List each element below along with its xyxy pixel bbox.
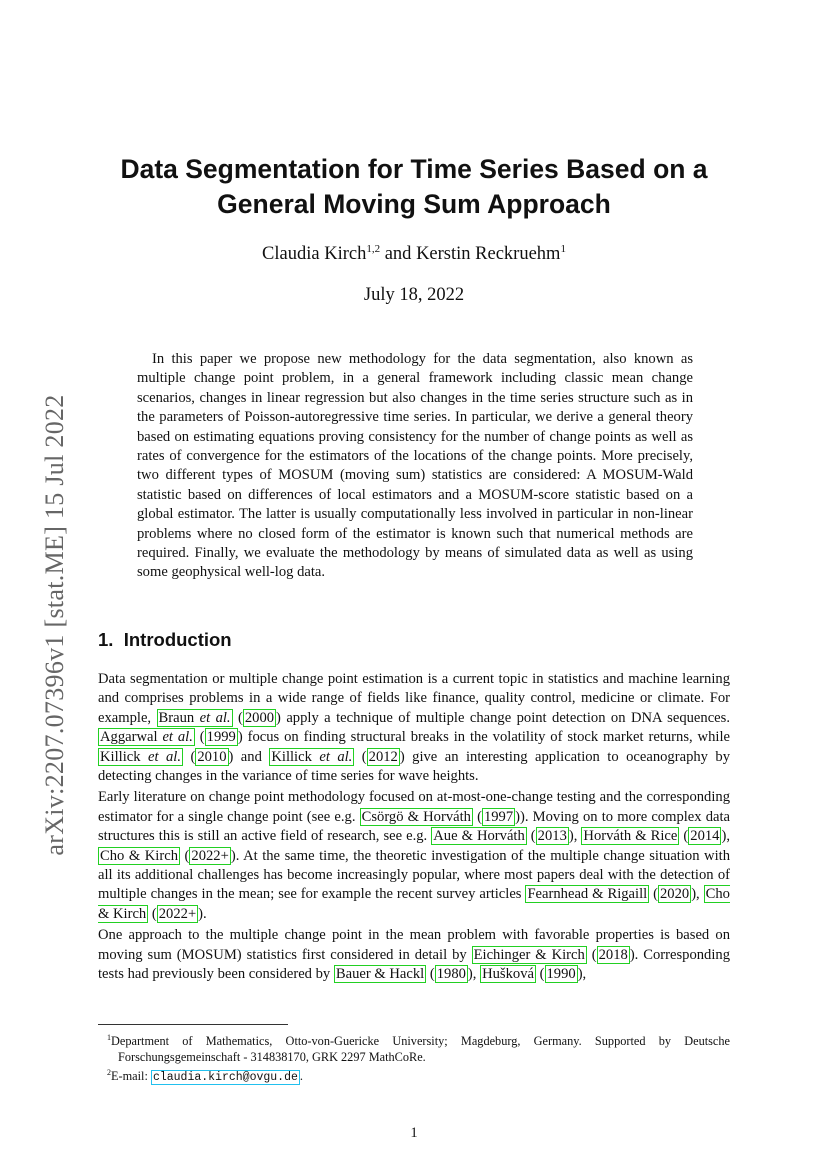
citation-link[interactable]: Fearnhead & Rigaill <box>527 886 648 903</box>
author-name: Kerstin Reckruehm <box>416 244 561 265</box>
author-name: Claudia Kirch <box>262 244 367 265</box>
paper-title <box>80 152 748 222</box>
footnote-text: Department of Mathematics, Otto-von-Guericke University; Magdeburg, Germany. Supported by Deutsche Forschungsgemeinschaft - 314838170, GRK 2297 MathCoRe. <box>111 1034 730 1064</box>
section-number: 1. <box>98 629 114 650</box>
citation-year-link[interactable]: 2014 <box>690 828 720 845</box>
footnote-divider <box>98 1024 288 1025</box>
citation-year-link[interactable]: 2018 <box>598 946 628 963</box>
email-link[interactable]: claudia.kirch@ovgu.de <box>152 1071 298 1085</box>
citation-link[interactable]: Killick et al. <box>100 748 181 765</box>
citation-year-link[interactable]: 1997 <box>483 808 514 825</box>
paragraph: Data segmentation or multiple change point estimation is a current topic in statistics and machine learning and comprises problems in a wide range of fields like finance, quality control, medicine or climate. For example, Braun et al. ( 2000 ) apply a technique of multiple change point detection on DNA sequences. Aggarwal et al. ( 1999 ) focus on finding structural breaks in the volatility of stock market returns, while Killick et al. ( 2010 ) and Killick et al. ( 2012 ) give an interesting application to oceanography by detecting changes in the variance of time series for wave heights. <box>98 671 731 785</box>
arxiv-identifier: arXiv:2207.07396v1 [stat.ME] 15 Jul 2022 <box>40 394 69 856</box>
citation-link[interactable]: Aggarwal et al. <box>100 729 193 746</box>
citation-link[interactable]: Killick et al. <box>271 748 353 765</box>
citation-link[interactable]: Eichinger & Kirch <box>473 946 585 963</box>
affiliation-mark: 1 <box>560 243 566 255</box>
citation-year-link[interactable]: 1990 <box>546 966 576 983</box>
citation-year-link[interactable]: 2020 <box>660 886 690 903</box>
citation-year-link[interactable]: 1999 <box>206 729 236 746</box>
citation-year-link[interactable]: 2013 <box>537 828 567 845</box>
footnotes <box>98 1030 730 1086</box>
section-title-text: Introduction <box>123 629 232 650</box>
citation-link[interactable]: Hušková <box>482 966 534 983</box>
abstract: In this paper we propose new methodology for the data segmentation, also known as multiple change point problem, in a general framework including classic mean change scenarios, changes in linear regression but also changes in the time series structure such as in the parameters of Poisson-autoregressive time series. In particular, we derive a general theory based on estimating equations proving consistency for the number of change points as well as rates of convergence for the estimators of the locations of the change points. More precisely, two different types of MOSUM (moving sum) statistics are considered: A MOSUM-Wald statistic based on differences of local estimators and a MOSUM-score statistic based on a global estimator. The latter is usually computationally less involved in particular in non-linear problems where no closed form of the estimator is known such that numerical methods are required. Finally, we evaluate the methodology by means of simulated data as well as using some geophysical well-log data. <box>137 351 693 581</box>
title-line-1: Data Segmentation for Time Series Based on a <box>120 154 708 184</box>
citation-link[interactable]: Horváth & Rice <box>583 828 678 845</box>
footnote: $^2$E-mail: claudia.kirch@ovgu.de . <box>107 1068 303 1085</box>
page-number: 1 <box>410 1125 418 1141</box>
citation-year-link[interactable]: 2012 <box>368 748 398 765</box>
introduction-body <box>98 670 730 987</box>
affiliation-mark: 1,2 <box>366 243 381 255</box>
citation-year-link[interactable]: 2022+ <box>158 905 197 922</box>
paragraph: Early literature on change point methodology focused on at-most-one-change testing and the corresponding estimator for a single change point (see e.g. Csörgö & Horváth ( 1997 )). Moving on to more complex data structures this is still an active field of research, see e.g. Aue & Horváth ( 2013 ), Horváth & Rice ( 2014 ), Cho & Kirch ( 2022+ ). At the same time, the theoretic investigation of the multiple change situation with all its additional challenges has become increasingly popular, where most papers deal with the detection of multiple changes in the mean; see for example the recent survey articles Fearnhead & Rigaill ( 2020 ), Cho & Kirch ( 2022+ ). <box>98 789 731 922</box>
paragraph: One approach to the multiple change point in the mean problem with favorable properties is based on moving sum (MOSUM) statistics first considered in detail by Eichinger & Kirch ( 2018 ). Corresponding tests had previously been considered by Bauer & Hackl ( 1980 ), Hušková ( 1990 ), <box>98 927 731 983</box>
citation-year-link[interactable]: 2000 <box>244 709 275 726</box>
citation-year-link[interactable]: 2010 <box>197 748 227 765</box>
footnote <box>98 1030 730 1065</box>
paper-date: July 18, 2022 <box>363 285 465 305</box>
citation-link[interactable]: Aue & Horváth <box>433 828 525 845</box>
footnote-mark: 2 <box>107 1068 111 1078</box>
citation-year-link[interactable]: 2022+ <box>191 847 229 864</box>
citation-link[interactable]: Cho & Kirch <box>98 886 730 922</box>
title-line-2: General Moving Sum Approach <box>217 189 611 219</box>
citation-year-link[interactable]: 1980 <box>436 966 466 983</box>
citation-link[interactable]: Braun et al. <box>158 709 231 726</box>
citation-link[interactable]: Cho & Kirch <box>100 847 178 864</box>
author-list <box>80 243 748 265</box>
citation-link[interactable]: Bauer & Hackl <box>335 966 425 983</box>
section-heading <box>98 629 232 651</box>
citation-link[interactable]: Csörgö & Horváth <box>361 808 471 825</box>
author-separator: and <box>380 244 417 265</box>
footnote-mark: 1 <box>107 1033 111 1042</box>
